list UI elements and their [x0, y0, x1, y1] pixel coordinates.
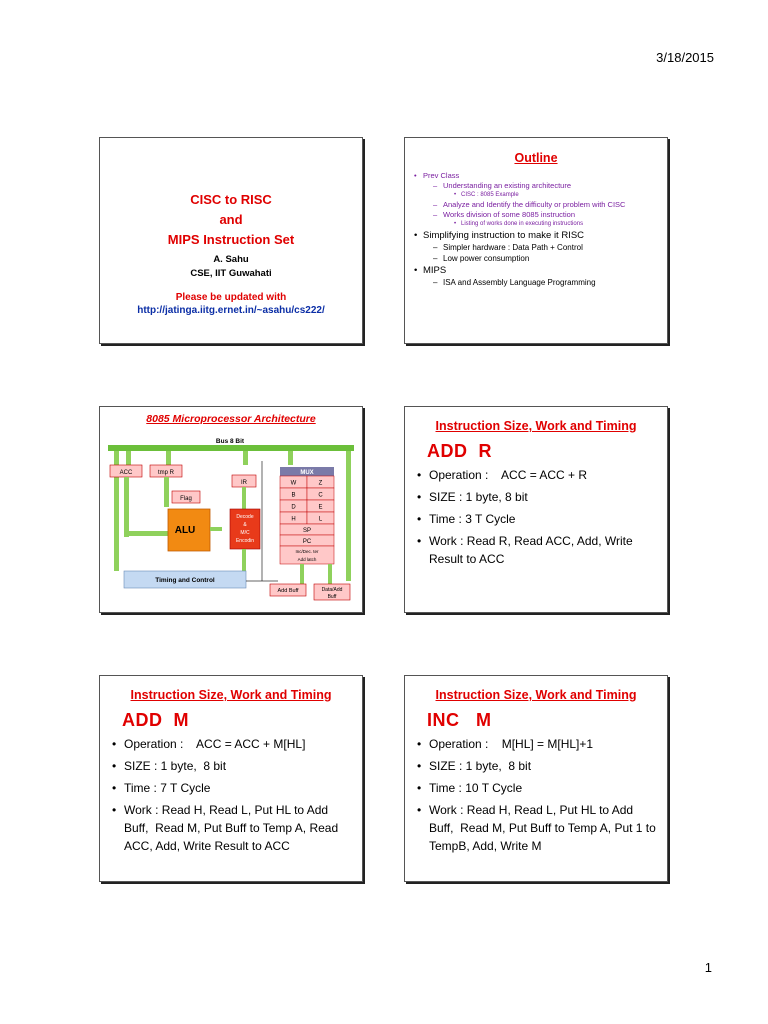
operation-item: • Operation : ACC = ACC + M[HL]	[110, 735, 354, 753]
outline-item: – Low power consumption	[413, 253, 659, 264]
instruction-details	[100, 735, 362, 855]
svg-text:Timing and Control: Timing and Control	[155, 577, 215, 584]
outline-item: – Analyze and Identify the difficulty or problem with CISC	[413, 200, 659, 210]
svg-text:Encodin: Encodin	[235, 538, 255, 544]
outline-list	[405, 171, 667, 288]
bus-label: Bus 8 Bit	[215, 438, 245, 445]
outline-item: – Works division of some 8085 instruction	[413, 210, 659, 220]
register-label: D	[291, 504, 296, 511]
architecture-diagram	[106, 431, 356, 609]
time-item: • Time : 7 T Cycle	[110, 779, 354, 797]
slide-add-r	[404, 406, 668, 613]
instruction-details	[405, 735, 667, 855]
svg-text:Data/Add: Data/Add	[321, 587, 343, 593]
instruction-details	[405, 466, 667, 568]
slide-inc-m	[404, 675, 668, 882]
svg-text:SP: SP	[302, 528, 312, 534]
outline-item: • Prev Class	[413, 171, 659, 181]
outline-item: – ISA and Assembly Language Programming	[413, 277, 659, 288]
slide-affiliation: CSE, IIT Guwahati	[190, 268, 272, 279]
work-item: • Work : Read H, Read L, Put HL to Add Buff, Read M, Put Buff to Temp A, Put 1 to TempB, Add, Write M	[415, 801, 659, 855]
size-item: • SIZE : 1 byte, 8 bit	[415, 757, 659, 775]
page-date: 3/18/2015	[656, 50, 714, 65]
outline-item: • Listing of works done in executing instructions	[413, 220, 659, 229]
alu-label: ALU	[174, 525, 196, 536]
svg-text:Flag: Flag	[180, 496, 192, 502]
work-item: • Work : Read H, Read L, Put HL to Add Buff, Read M, Put Buff to Temp A, Read ACC, Add, Write Result to ACC	[110, 801, 354, 855]
time-item: • Time : 10 T Cycle	[415, 779, 659, 797]
outline-item: • Simplifying instruction to make it RISC	[413, 229, 659, 242]
instruction-mnemonic: ADD R	[427, 441, 492, 461]
slide-heading: Instruction Size, Work and Timing	[435, 688, 637, 702]
outline-item: • MIPS	[413, 264, 659, 277]
slide-title-line2: and	[219, 212, 243, 227]
outline-item: – Simpler hardware : Data Path + Control	[413, 242, 659, 253]
svg-text:Buff: Buff	[327, 594, 337, 600]
slide-heading: Instruction Size, Work and Timing	[435, 419, 637, 433]
svg-text:tmp R: tmp R	[157, 470, 175, 476]
register-label: Z	[318, 480, 323, 487]
register-label: E	[318, 504, 323, 511]
register-label: B	[291, 492, 296, 499]
svg-text:Decode: Decode	[236, 514, 254, 520]
svg-text:Add Buff: Add Buff	[277, 588, 299, 594]
register-label: C	[318, 492, 323, 499]
instruction-mnemonic: ADD M	[122, 710, 189, 730]
svg-text:MUX: MUX	[300, 470, 314, 476]
operation-item: • Operation : M[HL] = M[HL]+1	[415, 735, 659, 753]
size-item: • SIZE : 1 byte, 8 bit	[110, 757, 354, 775]
architecture-title: 8085 Microprocessor Architecture	[146, 413, 316, 425]
slide-title-line1: CISC to RISC	[190, 192, 272, 207]
work-item: • Work : Read R, Read ACC, Add, Write Result to ACC	[415, 532, 659, 568]
page-number: 1	[704, 960, 712, 975]
register-grid	[280, 476, 334, 524]
register-label: H	[291, 516, 296, 523]
svg-text:M/C: M/C	[240, 530, 250, 536]
outline-item: – Understanding an existing architecture	[413, 181, 659, 191]
outline-item: • CISC : 8085 Example	[413, 191, 659, 200]
slide-title	[99, 137, 363, 344]
slide-url-link[interactable]: http://jatinga.iitg.ernet.in/~asahu/cs222/	[137, 305, 325, 316]
svg-text:IR: IR	[241, 480, 247, 486]
svg-text:ACC: ACC	[119, 470, 133, 476]
instruction-mnemonic: INC M	[427, 710, 492, 730]
operation-item: • Operation : ACC = ACC + R	[415, 466, 659, 484]
slide-outline	[404, 137, 668, 344]
register-label: L	[318, 516, 323, 523]
slide-heading: Instruction Size, Work and Timing	[130, 688, 332, 702]
slide-author: A. Sahu	[213, 254, 249, 265]
size-item: • SIZE : 1 byte, 8 bit	[415, 488, 659, 506]
register-label: W	[290, 480, 297, 487]
svg-text:&: &	[243, 522, 247, 528]
svg-text:Inc/Dec. ter: Inc/Dec. ter	[295, 549, 319, 554]
svg-text:Add latch: Add latch	[297, 557, 317, 562]
data-bus	[108, 445, 354, 451]
slide-update-note: Please be updated with	[175, 292, 287, 303]
time-item: • Time : 3 T Cycle	[415, 510, 659, 528]
svg-text:PC: PC	[302, 539, 312, 545]
outline-title: Outline	[514, 151, 558, 165]
slide-architecture	[99, 406, 363, 613]
slide-title-line3: MIPS Instruction Set	[167, 232, 295, 247]
slide-add-m	[99, 675, 363, 882]
